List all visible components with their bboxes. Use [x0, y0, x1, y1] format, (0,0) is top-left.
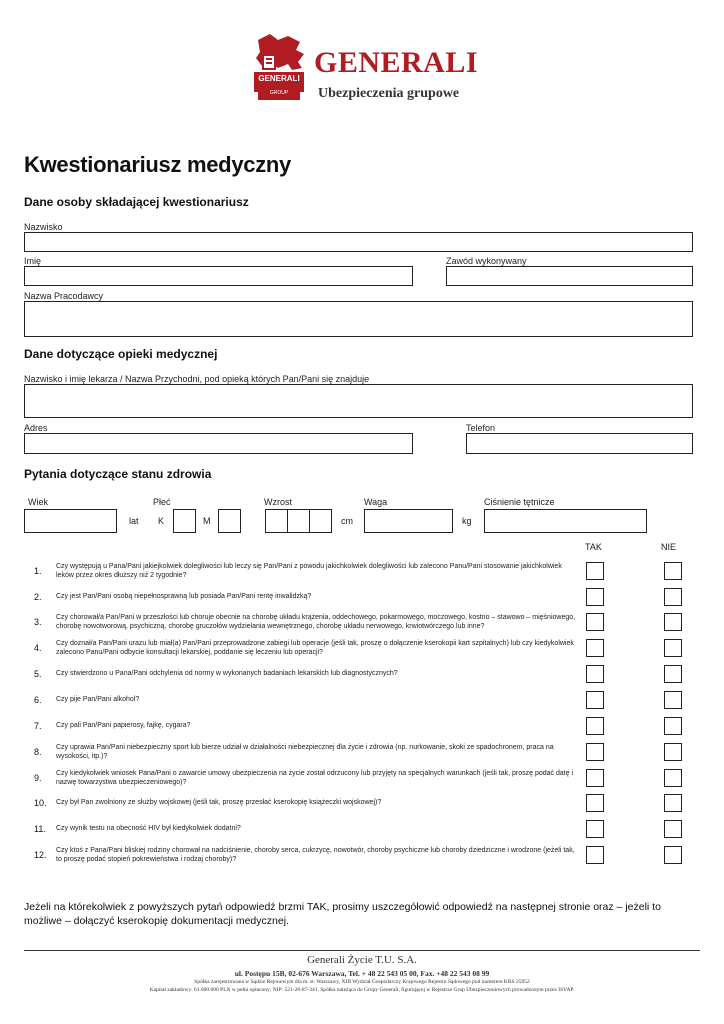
profession-field[interactable] [446, 266, 693, 286]
question-number: 4. [34, 643, 42, 653]
section1-heading: Dane osoby składającej kwestionariusz [24, 195, 249, 209]
pressure-field[interactable] [484, 509, 647, 533]
no-checkbox[interactable] [664, 639, 682, 657]
sex-label: Płeć [153, 497, 171, 507]
section3-heading: Pytania dotyczące stanu zdrowia [24, 467, 212, 481]
sex-m-label: M [203, 516, 211, 526]
question-number: 6. [34, 695, 42, 705]
doctor-field[interactable] [24, 384, 693, 418]
height-field[interactable] [265, 509, 332, 533]
yes-checkbox[interactable] [586, 665, 604, 683]
sex-k-checkbox[interactable] [173, 509, 196, 533]
sex-m-checkbox[interactable] [218, 509, 241, 533]
surname-label: Nazwisko [24, 222, 63, 232]
yes-checkbox[interactable] [586, 588, 604, 606]
no-column-header: NIE [661, 542, 677, 552]
group-badge-line2: GROUP [269, 90, 289, 96]
question-text: Czy był Pan zwolniony ze służby wojskowej (jeśli tak, proszę przesłać kserokopię książeczki wojskowej)? [56, 799, 382, 806]
brand-name: GENERALI [314, 46, 479, 79]
no-checkbox[interactable] [664, 691, 682, 709]
weight-unit: kg [462, 516, 472, 526]
yes-checkbox[interactable] [586, 717, 604, 735]
question-number: 2. [34, 592, 42, 602]
footer-capital: Kapitał zakładowy: 61.000.000 PLN w pełni opłacony; NIP: 521-28-87-341. Spółka należąca do Grupy Generali, figurującej w Rejestrze Grup Ubezpieczeniowych prowadzonym przez ISVAP. [149, 987, 575, 993]
yes-checkbox[interactable] [586, 613, 604, 631]
yes-checkbox[interactable] [586, 820, 604, 838]
brand-subtitle: Ubezpieczenia grupowe [318, 86, 460, 101]
weight-label: Waga [364, 497, 388, 507]
yes-checkbox[interactable] [586, 562, 604, 580]
question-text: Czy występują u Pana/Pani jakiejkolwiek dolegliwości lub leczy się Pan/Pani z powodu jakichkolwiek dolegliwości lub zalecono Panu/Pani stosowanie jakichkolwiek leków przez okres dłuższy niż 2 tygodnie? [56, 563, 562, 579]
question-number: 5. [34, 669, 42, 679]
height-label: Wzrost [264, 497, 292, 507]
address-field[interactable] [24, 433, 413, 454]
question-text: Czy pije Pan/Pani alkohol? [56, 696, 140, 703]
section2-heading: Dane dotyczące opieki medycznej [24, 347, 218, 361]
yes-checkbox[interactable] [586, 846, 604, 864]
firstname-label: Imię [24, 256, 42, 266]
firstname-field[interactable] [24, 266, 413, 286]
phone-label: Telefon [466, 423, 496, 433]
sex-k-label: K [158, 516, 165, 526]
no-checkbox[interactable] [664, 846, 682, 864]
employer-field[interactable] [24, 301, 693, 337]
employer-label: Nazwa Pracodawcy [24, 291, 104, 301]
question-text: Czy ktoś z Pana/Pani bliskiej rodziny chorował na nadciśnienie, choroby serca, cukrzycę, nowotwór, choroby psychiczne lub choroby dziedziczne i wrodzone (jeżeli tak, to proszę podać stopień pokrewieństwa i rodzaj choroby)? [56, 847, 575, 863]
question-number: 9. [34, 773, 42, 783]
question-text: Czy wynik testu na obecność HIV był kiedykolwiek dodatni? [56, 825, 241, 832]
question-text: Czy jest Pan/Pani osobą niepełnosprawną lub posiada Pan/Pani rentę inwalidzką? [56, 593, 312, 600]
generali-logo [244, 30, 479, 110]
question-text: Czy chorował/a Pan/Pani w przeszłości lub choruje obecnie na chorobę układu krążenia, oddechowego, pokarmowego, moczowego, kostno – stawowo – mięśniowego, chorobę nowotworową, psychiczną, chorobę gruczołów wydzielania wewnętrznego, chorobę układu nerwowego, krwiotwórczego lub inne? [56, 614, 576, 630]
height-divider-1 [287, 509, 288, 533]
no-checkbox[interactable] [664, 613, 682, 631]
question-text: Czy pali Pan/Pani papierosy, fajkę, cygara? [56, 722, 191, 729]
question-number: 8. [34, 747, 42, 757]
weight-field[interactable] [364, 509, 453, 533]
phone-field[interactable] [466, 433, 693, 454]
no-checkbox[interactable] [664, 588, 682, 606]
question-number: 7. [34, 721, 42, 731]
question-text: Czy doznał/a Pan/Pani urazu lub miał(a) Pan/Pani przeprowadzone zabiegi lub operacje (jeśli tak, proszę o dołączenie kserokopii kart szpitalnych) lub czy kiedykolwiek zalecono Panu/Pani odbycie konsultacji lekarskiej, poddanie się leczeniu lub operacji? [56, 640, 574, 656]
question-number: 11. [34, 824, 46, 834]
height-unit: cm [341, 516, 353, 526]
question-text: Czy kiedykolwiek wniosek Pana/Pani o zawarcie umowy ubezpieczenia na życie został odrzucony lub przyjęty na specjalnych warunkach (jeśli tak, proszę podać datę i nazwę towarzystwa ubezpieczeniowego)? [56, 770, 574, 786]
no-checkbox[interactable] [664, 769, 682, 787]
yes-column-header: TAK [585, 542, 602, 552]
question-number: 3. [34, 617, 42, 627]
profession-label: Zawód wykonywany [446, 256, 527, 266]
no-checkbox[interactable] [664, 743, 682, 761]
no-checkbox[interactable] [664, 665, 682, 683]
age-unit: lat [129, 516, 139, 526]
question-text: Czy uprawia Pan/Pani niebezpieczny sport lub bierze udział w działalności niebezpiecznej dla życie i zdrowia (np. nurkowanie, skoki ze spadochronem, praca na wysokości, itp.)? [56, 744, 554, 760]
page-title: Kwestionariusz medyczny [24, 152, 291, 177]
yes-checkbox[interactable] [586, 743, 604, 761]
yes-checkbox[interactable] [586, 769, 604, 787]
age-label: Wiek [28, 497, 48, 507]
question-number: 12. [34, 850, 47, 860]
footer-company: Generali Życie T.U. S.A. [307, 954, 417, 966]
question-number: 1. [34, 566, 42, 576]
group-badge-line1: GENERALI [258, 74, 300, 83]
yes-checkbox[interactable] [586, 639, 604, 657]
yes-checkbox[interactable] [586, 794, 604, 812]
no-checkbox[interactable] [664, 794, 682, 812]
footer-address: ul. Postępu 15B, 02-676 Warszawa, Tel. + 48 22 543 05 00, Fax. +48 22 543 08 99 [234, 969, 490, 978]
surname-field[interactable] [24, 232, 693, 252]
yes-checkbox[interactable] [586, 691, 604, 709]
no-checkbox[interactable] [664, 717, 682, 735]
height-divider-2 [309, 509, 310, 533]
footer-divider [24, 950, 700, 951]
pressure-label: Ciśnienie tętnicze [484, 497, 555, 507]
no-checkbox[interactable] [664, 562, 682, 580]
no-checkbox[interactable] [664, 820, 682, 838]
footer-registration: Spółka zarejestrowana w Sądzie Rejonowym dla m. st. Warszawy, XIII Wydział Gospodarczy Krajowego Rejestru Sądowego pod numerem KRS 25952 [194, 979, 530, 985]
question-number: 10. [34, 798, 47, 808]
question-text: Czy stwierdzono u Pana/Pani odchylenia od normy w wykonanych badaniach lekarskich lub diagnostycznych? [56, 670, 398, 677]
address-label: Adres [24, 423, 48, 433]
instruction-note: Jeżeli na którekolwiek z powyższych pytań odpowiedź brzmi TAK, prosimy uszczegółowić odpowiedź na następnej stronie oraz – jeżeli to możliwe – dołączyć kserokopię dokumentacji medycznej. [24, 901, 661, 927]
doctor-label: Nazwisko i imię lekarza / Nazwa Przychodni, pod opieką których Pan/Pani się znajduje [24, 374, 370, 384]
age-field[interactable] [24, 509, 117, 533]
